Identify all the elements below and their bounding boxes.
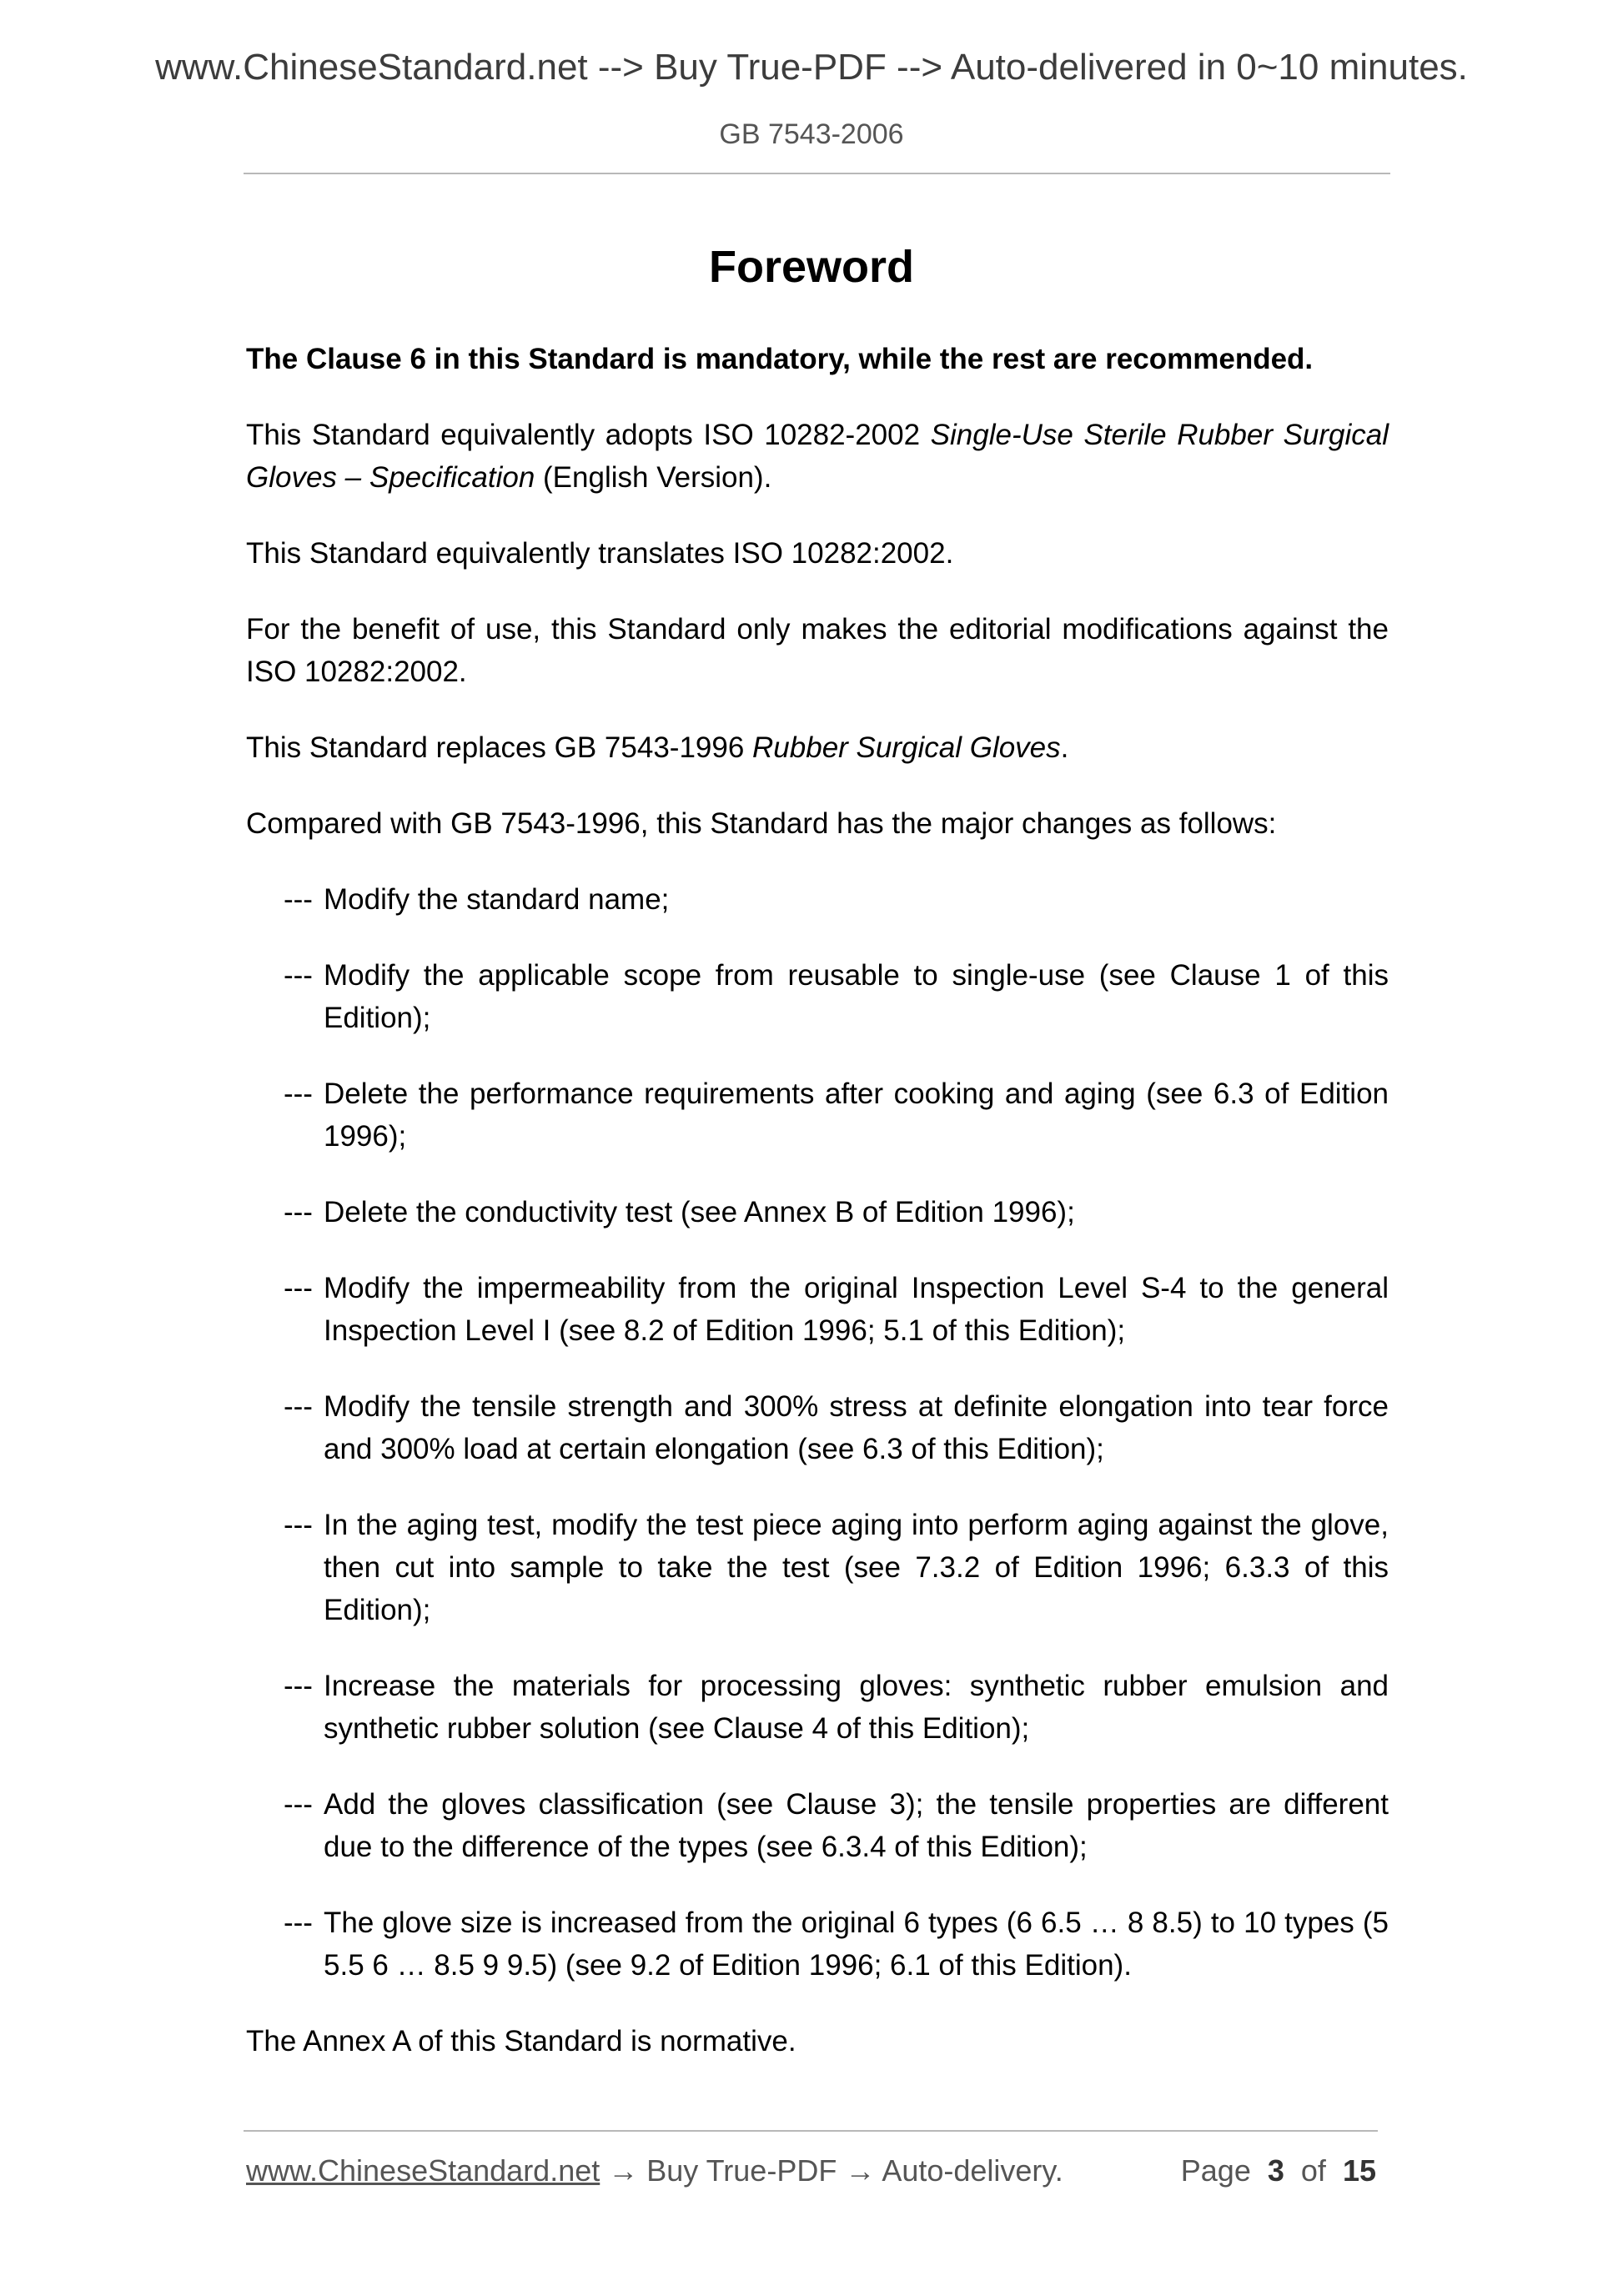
translates-paragraph: This Standard equivalently translates ISO 10282:2002.: [246, 537, 954, 570]
benefit-paragraph: For the benefit of use, this Standard only makes the editorial modifications against the ISO 10282:2002.: [246, 613, 1389, 688]
adopts-prefix: This Standard equivalently adopts ISO 10282-2002: [246, 419, 931, 451]
list-dash: ---: [284, 1078, 313, 1110]
page-title: Foreword: [708, 242, 914, 292]
list-dash: ---: [284, 1670, 313, 1702]
replaces-gb-title: Rubber Surgical Gloves: [752, 731, 1061, 764]
list-dash: ---: [284, 1272, 313, 1304]
list-dash: ---: [284, 1390, 313, 1423]
adopts-iso-title: Single-Use Sterile Rubber Surgical Gloves – Specification: [246, 419, 1389, 494]
list-dash: ---: [284, 883, 313, 916]
footer-promo: [246, 2150, 1063, 2192]
replaces-suffix: .: [1060, 731, 1069, 764]
list-item: [284, 1191, 1389, 1233]
adopts-suffix: (English Version).: [535, 461, 772, 494]
standard-code: GB 7543-2006: [719, 118, 904, 150]
list-dash: ---: [284, 1196, 313, 1228]
compared-paragraph: Compared with GB 7543-1996, this Standard has the major changes as follows:: [246, 807, 1277, 840]
list-item: [284, 1504, 1389, 1631]
changes-list: [246, 878, 1389, 1987]
footer-site-link[interactable]: www.ChineseStandard.net: [246, 2153, 600, 2188]
list-item: [284, 1665, 1389, 1750]
list-item-text: Modify the applicable scope from reusable to single-use (see Clause 1 of this Edition);: [324, 959, 1389, 1034]
header-divider: [244, 173, 1390, 174]
page-of: of: [1300, 2153, 1326, 2188]
list-item-text: Modify the tensile strength and 300% stress at definite elongation into tear force and 300% load at certain elongation (see 6.3 of this Edition);: [324, 1390, 1389, 1465]
top-banner: www.ChineseStandard.net --> Buy True-PDF --> Auto-delivered in 0~10 minutes.: [155, 47, 1468, 88]
list-dash: ---: [284, 1907, 313, 1939]
replaces-paragraph: [246, 726, 1389, 769]
page-number: [1181, 2150, 1376, 2192]
list-item: [284, 1902, 1389, 1987]
footer-promo-tail: → Buy True-PDF → Auto-delivery.: [600, 2153, 1063, 2188]
list-dash: ---: [284, 959, 313, 992]
list-item-text: Increase the materials for processing gloves: synthetic rubber emulsion and synthetic rubber solution (see Clause 4 of this Edition);: [324, 1670, 1389, 1745]
mandatory-clause-paragraph: The Clause 6 in this Standard is mandatory, while the rest are recommended.: [246, 343, 1314, 375]
list-item: [284, 954, 1389, 1039]
list-item-text: Add the gloves classification (see Clause 3); the tensile properties are different due to the difference of the types (see 6.3.4 of this Edition);: [324, 1788, 1389, 1863]
list-item: [284, 1073, 1389, 1158]
list-item-text: Delete the conductivity test (see Annex B of Edition 1996);: [324, 1196, 1075, 1228]
list-item-text: In the aging test, modify the test piece aging into perform aging against the glove, then cut into sample to take the test (see 7.3.2 of Edition 1996; 6.3.3 of this Edition);: [324, 1509, 1389, 1626]
annex-paragraph: The Annex A of this Standard is normative.: [246, 2025, 796, 2057]
footer-divider: [244, 2130, 1378, 2132]
list-item-text: Delete the performance requirements after cooking and aging (see 6.3 of Edition 1996);: [324, 1078, 1389, 1153]
list-item: [284, 1385, 1389, 1470]
list-item-text: Modify the standard name;: [324, 883, 670, 916]
foreword-body: [246, 338, 1389, 2096]
list-item: [284, 1783, 1389, 1868]
list-item-text: The glove size is increased from the original 6 types (6 6.5 … 8 8.5) to 10 types (5 5.5 6 … 8.5 9 9.5) (see 9.2 of Edition 1996; 6.1 of this Edition).: [324, 1907, 1389, 1982]
list-item: [284, 878, 1389, 921]
list-item: [284, 1267, 1389, 1352]
list-dash: ---: [284, 1509, 313, 1541]
adopts-paragraph: [246, 414, 1389, 499]
page-current: 3: [1267, 2153, 1284, 2188]
replaces-prefix: This Standard replaces GB 7543-1996: [246, 731, 753, 764]
page-total: 15: [1342, 2153, 1376, 2188]
list-dash: ---: [284, 1788, 313, 1821]
list-item-text: Modify the impermeability from the original Inspection Level S-4 to the general Inspection Level I (see 8.2 of Edition 1996; 5.1 of this Edition);: [324, 1272, 1389, 1347]
page-label: Page: [1180, 2153, 1251, 2188]
page-footer: [246, 2150, 1376, 2192]
